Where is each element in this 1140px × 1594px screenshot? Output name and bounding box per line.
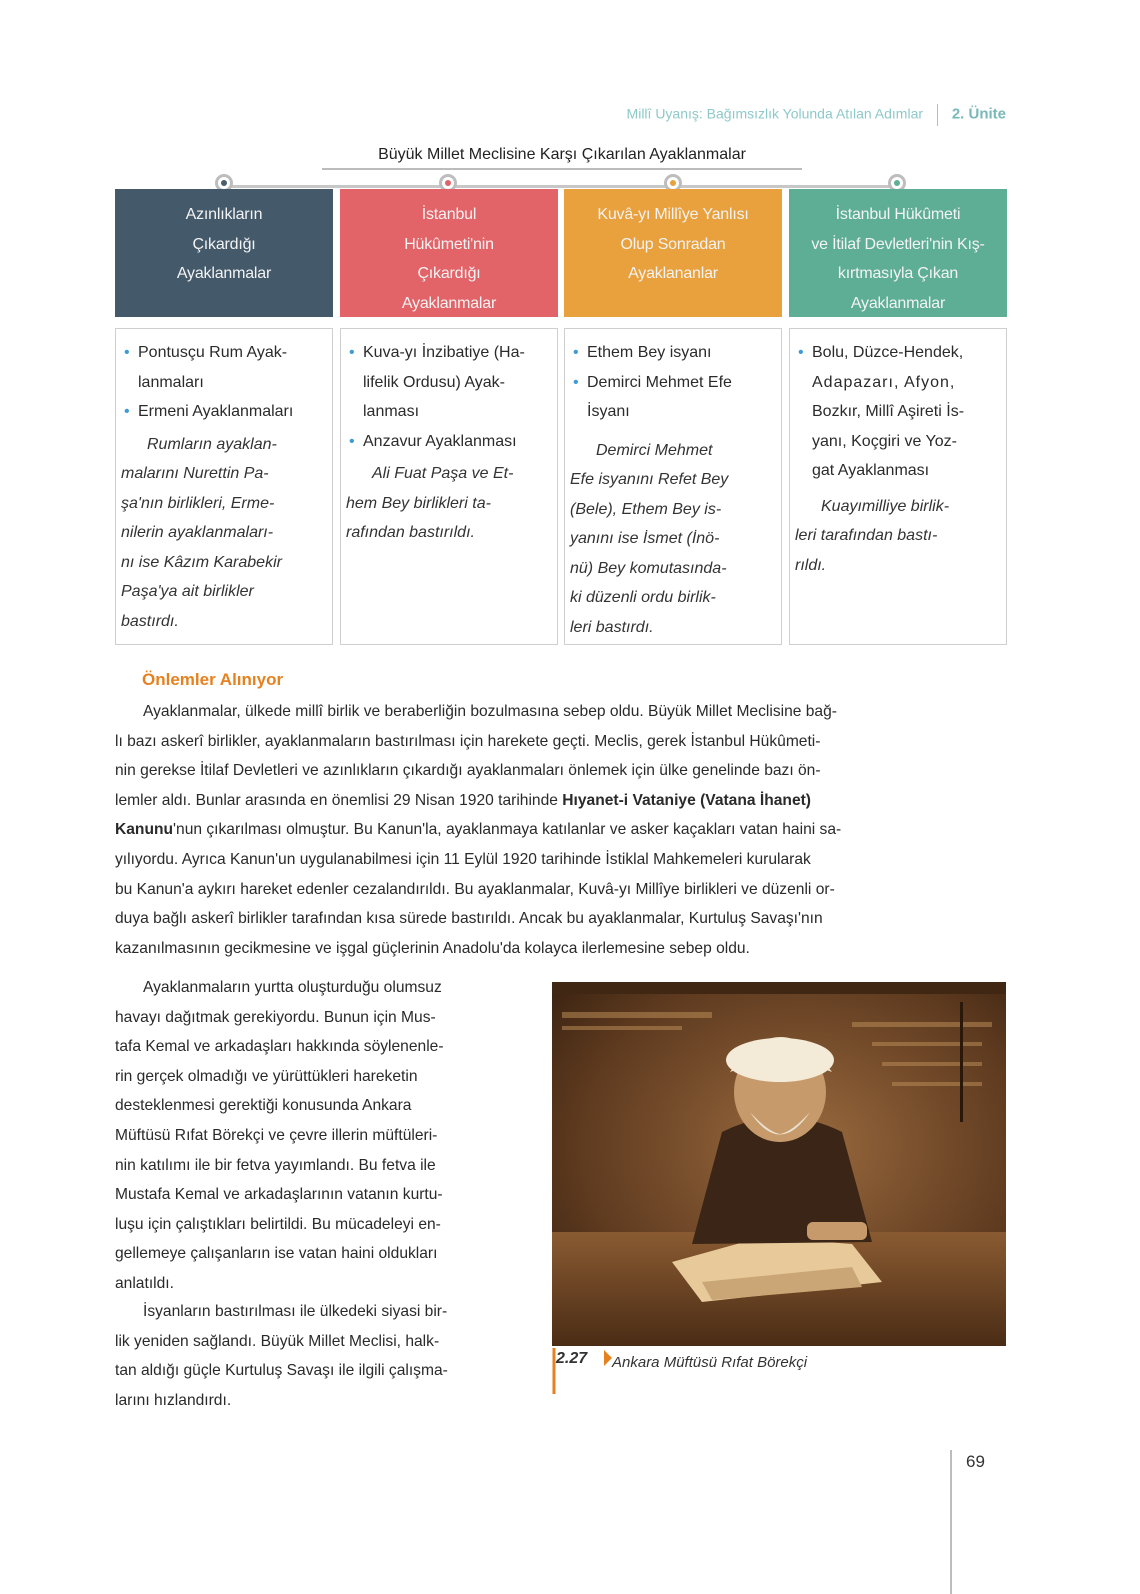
text-line: Ayaklanmaların yurtta oluşturduğu olumsuz (143, 979, 442, 996)
note-line: leri bastırdı. (570, 618, 654, 636)
item-line: Bozkır, Millî Aşireti İs- (812, 403, 965, 420)
paragraph-main (115, 697, 1006, 963)
note-line: yanını ise İsmet (İnö- (570, 530, 720, 547)
heading-line: Azınlıkların (185, 206, 263, 223)
item-line: lanmaları (138, 373, 204, 391)
item-line: • Ethem Bey isyanı (587, 344, 712, 361)
figure-caption: Ankara Müftüsü Rıfat Börekçi (612, 1354, 808, 1371)
text-line: lemler aldı. Bunlar arasında en önemlisi 29 Nisan 1920 tarihinde Hıyanet-i Vataniye (Vatana İhanet) (115, 791, 811, 809)
list-item (121, 397, 328, 427)
note-line: (Bele), Ethem Bey is- (570, 500, 722, 518)
column-heading-provoked (789, 189, 1007, 317)
item-line: • Ermeni Ayaklanmaları (138, 403, 294, 420)
item-line: • Anzavur Ayaklanması (363, 432, 517, 450)
heading-line: Ayaklananlar (628, 265, 718, 282)
item-line: lanması (363, 403, 420, 420)
text-line: bu Kanun'a aykırı hareket edenler cezalandırıldı. Bu ayaklanmalar, Kuvâ-yı Millîye birlikleri ve düzenli or- (115, 880, 835, 898)
text-line: kazanılmasının gecikmesine ve işgal güçlerinin Anadolu'da kolayca ilerlemesine sebep oldu. (115, 939, 750, 957)
note-line: Paşa'ya ait birlikler (121, 583, 254, 600)
text-line: Kanunu'nun çıkarılması olmuştur. Bu Kanun'la, ayaklanmaya katılanlar ve asker kaçakları vatan haini sa- (115, 821, 842, 839)
diagram-connector-line (224, 185, 898, 188)
text-line: Müftüsü Rıfat Börekçi ve çevre illerin müftüleri- (115, 1126, 438, 1144)
heading-line: Ayaklanmalar (176, 265, 272, 282)
chapter-title: Millî Uyanış: Bağımsızlık Yolunda Atılan Adımlar (626, 105, 924, 122)
item-line: İsyanı (587, 403, 630, 420)
note-line: Rumların ayaklan- (147, 435, 277, 453)
list-item (346, 338, 553, 427)
page-number: 69 (966, 1452, 985, 1471)
list-item (570, 368, 777, 427)
item-line: Adapazarı, Afyon, (812, 373, 956, 391)
unit-label: 2. Ünite (951, 105, 1006, 123)
text-line: İsyanların bastırılması ile ülkedeki siyasi bir- (143, 1303, 448, 1320)
note-line: Demirci Mehmet (596, 441, 713, 459)
paragraph-fetva (115, 973, 525, 1299)
item-line: • Bolu, Düzce-Hendek, (812, 344, 964, 361)
column-body-istanbul-government (340, 328, 558, 645)
item-line: gat Ayaklanması (812, 462, 930, 479)
item-line: lifelik Ordusu) Ayak- (363, 373, 505, 391)
text-line: larını hızlandırdı. (115, 1391, 232, 1409)
heading-line: İstanbul Hükûmeti (835, 206, 961, 223)
note-line: rıldı. (795, 556, 827, 574)
text-line: Ayaklanmalar, ülkede millî birlik ve beraberliğin bozulmasına sebep oldu. Büyük Millet Meclisine bağ- (143, 703, 837, 720)
text-line: tafa Kemal ve arkadaşları hakkında söylenenle- (115, 1038, 444, 1056)
note-line: malarını Nurettin Pa- (121, 465, 269, 482)
note-line: hem Bey birlikleri ta- (346, 494, 491, 512)
note-line: leri tarafından bastı- (795, 527, 938, 544)
heading-line: İstanbul (421, 206, 477, 223)
heading-line: Ayaklanmalar (850, 294, 946, 312)
text-line: havayı dağıtmak gerekiyordu. Bunun için Mus- (115, 1008, 436, 1026)
text-line: anlatıldı. (115, 1274, 174, 1292)
paragraph-unity (115, 1297, 525, 1415)
item-line: • Demirci Mehmet Efe (587, 373, 732, 391)
heading-line: Ayaklanmalar (401, 294, 497, 312)
portrait-illustration (552, 982, 1006, 1346)
note-line: nilerin ayaklanmaları- (121, 524, 274, 541)
column-heading-kuvayi-milliye (564, 189, 782, 317)
column-body-minorities (115, 328, 333, 645)
heading-line: Çıkardığı (192, 235, 256, 253)
text-line: lı bazı askerî birlikler, ayaklanmaların bastırılması için harekete geçti. Meclis, gerek İstanbul Hükûmeti- (115, 732, 821, 750)
item-line: • Pontusçu Rum Ayak- (138, 344, 288, 361)
list-item (346, 427, 553, 457)
column-body-provoked (789, 328, 1007, 645)
heading-line: ve İtilaf Devletleri'nin Kış- (811, 235, 985, 253)
text-line: rin gerçek olmadığı ve yürüttükleri hareketin (115, 1067, 418, 1085)
note-line: nı ise Kâzım Karabekir (121, 553, 282, 571)
heading-line: kırtmasıyla Çıkan (837, 265, 959, 282)
list-item (121, 338, 328, 397)
suppression-note (121, 430, 328, 637)
list-item (570, 338, 777, 368)
note-line: nü) Bey komutasında- (570, 559, 727, 577)
page-number-divider (950, 1450, 952, 1594)
suppression-note (346, 459, 553, 548)
note-line: Kuayımilliye birlik- (821, 497, 950, 515)
figure-number: 2.27 (556, 1350, 588, 1367)
text-line: Mustafa Kemal ve arkadaşlarının vatanın kurtu- (115, 1186, 443, 1204)
suppression-note (570, 436, 777, 643)
note-line: bastırdı. (121, 612, 179, 630)
portrait-photo (552, 982, 1006, 1346)
header-divider (937, 104, 938, 126)
note-line: rafından bastırıldı. (346, 524, 475, 541)
text-line: yılıyordu. Ayrıca Kanun'un uygulanabilmesi için 11 Eylül 1920 tarihinde İstiklal Mahkemeleri kurularak (115, 850, 811, 868)
list-item (795, 338, 1002, 486)
column-heading-minorities (115, 189, 333, 317)
item-line: • Kuva-yı İnzibatiye (Ha- (363, 344, 525, 361)
section-title: Önlemler Alınıyor (142, 670, 284, 689)
note-line: ki düzenli ordu birlik- (570, 589, 716, 606)
column-body-kuvayi-milliye (564, 328, 782, 645)
heading-line: Çıkardığı (417, 265, 481, 282)
heading-line: Olup Sonradan (620, 235, 726, 253)
heading-line: Kuvâ-yı Millîye Yanlısı (597, 206, 749, 223)
heading-line: Hükûmeti'nin (404, 235, 494, 253)
text-line: luşu için çalıştıkları belirtildi. Bu mücadeleyi en- (115, 1215, 441, 1233)
text-line: desteklenmesi gerektiği konusunda Ankara (115, 1097, 412, 1115)
text-line: nin gerekse İtilaf Devletleri ve azınlıkların çıkardığı ayaklanmaları önlemek için ülke genelinde bazı ön- (115, 762, 821, 780)
running-header (627, 104, 1006, 126)
note-line: Efe isyanını Refet Bey (570, 471, 729, 488)
diagram-title: Büyük Millet Meclisine Karşı Çıkarılan Ayaklanmalar (322, 146, 802, 170)
text-line: duya bağlı askerî birlikler tarafından kısa sürede bastırıldı. Ancak bu ayaklanmalar, Kurtuluş Savaşı'nın (115, 910, 823, 928)
note-line: Ali Fuat Paşa ve Et- (372, 465, 514, 482)
item-line: yanı, Koçgiri ve Yoz- (812, 432, 957, 450)
text-line: tan aldığı güçle Kurtuluş Savaşı ile ilgili çalışma- (115, 1362, 448, 1380)
text-line: lik yeniden sağlandı. Büyük Millet Meclisi, halk- (115, 1332, 440, 1350)
text-line: gellemeye çalışanların ise vatan haini oldukları (115, 1245, 438, 1263)
suppression-note (795, 492, 1002, 581)
note-line: şa'nın birlikleri, Erme- (121, 494, 275, 512)
text-line: nin katılımı ile bir fetva yayımlandı. Bu fetva ile (115, 1156, 436, 1174)
column-heading-istanbul-government (340, 189, 558, 317)
